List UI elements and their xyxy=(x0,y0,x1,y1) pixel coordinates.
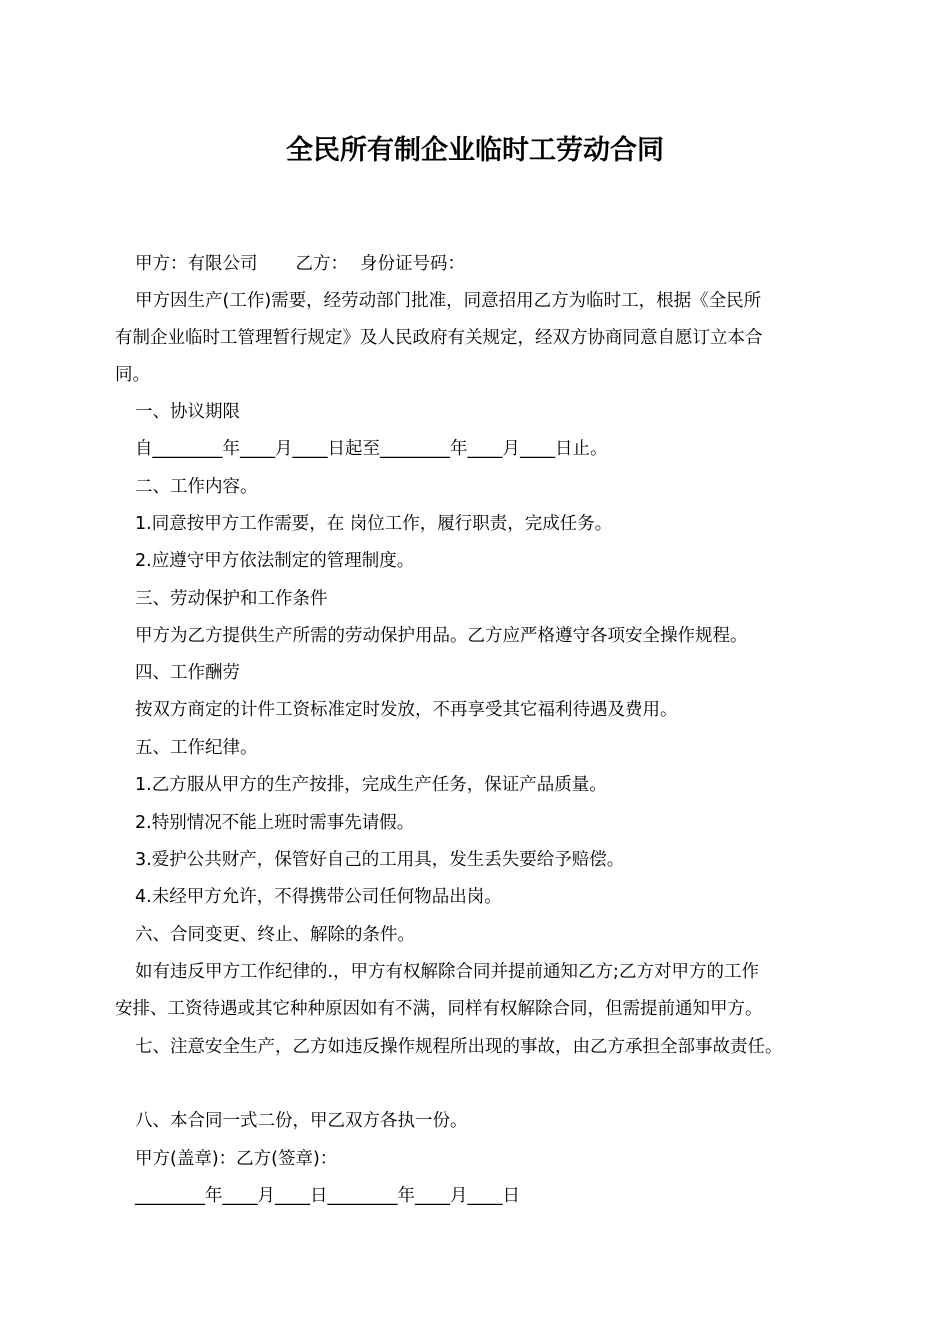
parties-line xyxy=(135,251,465,277)
section-5-heading: 五、工作纪律。 xyxy=(135,738,258,758)
page-title: 全民所有制企业临时工劳动合同 xyxy=(286,135,664,166)
section-4-body: 按双方商定的计件工资标准定时发放，不再享受其它福利待遇及费用。 xyxy=(135,700,678,720)
section-5-item-3: 3.爱护公共财产，保管好自己的工用具，发生丢失要给予赔偿。 xyxy=(135,850,625,870)
party-a-label: 甲方：有限公司 xyxy=(135,254,258,274)
section-8-body: 八、本合同一式二份，甲乙双方各执一份。 xyxy=(135,1111,468,1131)
preamble-line-1: 甲方因生产(工作)需要，经劳动部门批准，同意招用乙方为临时工，根据《全民所 xyxy=(135,291,762,311)
section-4-heading: 四、工作酬劳 xyxy=(135,663,240,683)
preamble-line-3: 同。 xyxy=(115,365,150,385)
section-6-body-1: 如有违反甲方工作纪律的.，甲方有权解除合同并提前通知乙方;乙方对甲方的工作 xyxy=(135,962,759,982)
section-5-item-1: 1.乙方服从甲方的生产按排，完成生产任务，保证产品质量。 xyxy=(135,775,607,795)
id-number-label: 身份证号码： xyxy=(360,254,465,274)
section-1-heading: 一、协议期限 xyxy=(135,402,240,422)
signature-labels: 甲方(盖章)：乙方(签章)： xyxy=(135,1149,338,1169)
section-5-item-4: 4.未经甲方允许，不得携带公司任何物品出岗。 xyxy=(135,887,502,907)
signature-dates: ________年____月____日________年____月____日 xyxy=(135,1186,520,1206)
section-6-heading: 六、合同变更、终止、解除的条件。 xyxy=(135,925,415,945)
section-3-body: 甲方为乙方提供生产所需的劳动保护用品。乙方应严格遵守各项安全操作规程。 xyxy=(135,626,748,646)
section-2-item-2: 2.应遵守甲方依法制定的管理制度。 xyxy=(135,551,415,571)
preamble-line-2: 有制企业临时工管理暂行规定》及人民政府有关规定，经双方协商同意自愿订立本合 xyxy=(115,328,763,348)
section-5-item-2: 2.特别情况不能上班时需事先请假。 xyxy=(135,813,415,833)
section-3-heading: 三、劳动保护和工作条件 xyxy=(135,589,328,609)
section-1-term: 自________年____月____日起至________年____月____日止。 xyxy=(135,439,608,459)
section-6-body-2: 安排、工资待遇或其它种种原因如有不满，同样有权解除合同，但需提前通知甲方。 xyxy=(115,999,763,1019)
party-b-label: 乙方： xyxy=(295,254,348,274)
section-2-item-1: 1.同意按甲方工作需要，在 岗位工作，履行职责，完成任务。 xyxy=(135,514,613,534)
section-2-heading: 二、工作内容。 xyxy=(135,477,258,497)
section-7-body: 七、注意安全生产，乙方如违反操作规程所出现的事故，由乙方承担全部事故责任。 xyxy=(135,1037,783,1057)
